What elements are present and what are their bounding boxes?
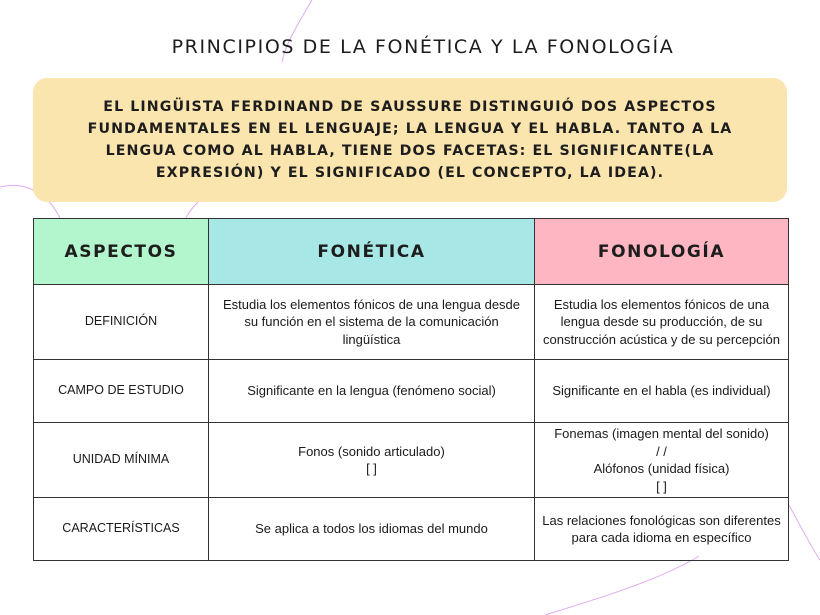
- fonologia-unidad-line-3: Alófonos (unidad física): [593, 461, 730, 476]
- fonetica-unidad-line-2: [ ]: [366, 461, 377, 476]
- page-title: PRINCIPIOS DE LA FONÉTICA Y LA FONOLOGÍA: [171, 36, 675, 58]
- table-header-row: [34, 219, 789, 285]
- fonologia-caracteristicas: Las relaciones fonológicas son diferentes para cada idioma en específico: [535, 498, 789, 561]
- fonetica-definicion: Estudia los elementos fónicos de una lengua desde su función en el sistema de la comunicación lingüística: [209, 285, 535, 360]
- fonologia-unidad-line-1: Fonemas (imagen mental del sonido): [554, 426, 769, 441]
- fonologia-unidad-line-2: / /: [656, 443, 667, 459]
- table-row: [34, 498, 789, 561]
- fonologia-unidad-minima: [535, 423, 789, 498]
- fonetica-campo-de-estudio: Significante en la lengua (fenómeno social): [209, 360, 535, 423]
- aspect-caracteristicas: CARACTERÍSTICAS: [34, 498, 209, 561]
- header-aspectos: ASPECTOS: [34, 219, 209, 285]
- intro-text: EL LINGÜISTA FERDINAND DE SAUSSURE DISTINGUIÓ DOS ASPECTOS FUNDAMENTALES EN EL LENGUAJE; LA LENGUA Y EL HABLA. TANTO A LA LENGUA COMO AL HABLA, TIENE DOS FACETAS: EL SIGNIFICANTE(LA EXPRESIÓN) Y EL SIGNIFICADO (EL CONCEPTO, LA IDEA).: [87, 99, 733, 181]
- fonetica-unidad-minima: [209, 423, 535, 498]
- intro-box: [33, 78, 787, 202]
- fonologia-definicion: Estudia los elementos fónicos de una lengua desde su producción, de su construcción acústica y de su percepción: [535, 285, 789, 360]
- aspect-unidad-minima: UNIDAD MÍNIMA: [34, 423, 209, 498]
- aspect-definicion: DEFINICIÓN: [34, 285, 209, 360]
- fonologia-unidad-line-4: [ ]: [656, 478, 667, 494]
- header-fonologia: FONOLOGÍA: [535, 219, 789, 285]
- header-fonetica: FONÉTICA: [209, 219, 535, 285]
- aspect-campo-de-estudio: CAMPO DE ESTUDIO: [34, 360, 209, 423]
- fonologia-campo-de-estudio: Significante en el habla (es individual): [535, 360, 789, 423]
- table-row: [34, 423, 789, 498]
- fonetica-caracteristicas: Se aplica a todos los idiomas del mundo: [209, 498, 535, 561]
- fonetica-unidad-line-1: Fonos (sonido articulado): [298, 443, 445, 459]
- comparison-table: [33, 218, 789, 561]
- table-row: [34, 360, 789, 423]
- table-row: [34, 285, 789, 360]
